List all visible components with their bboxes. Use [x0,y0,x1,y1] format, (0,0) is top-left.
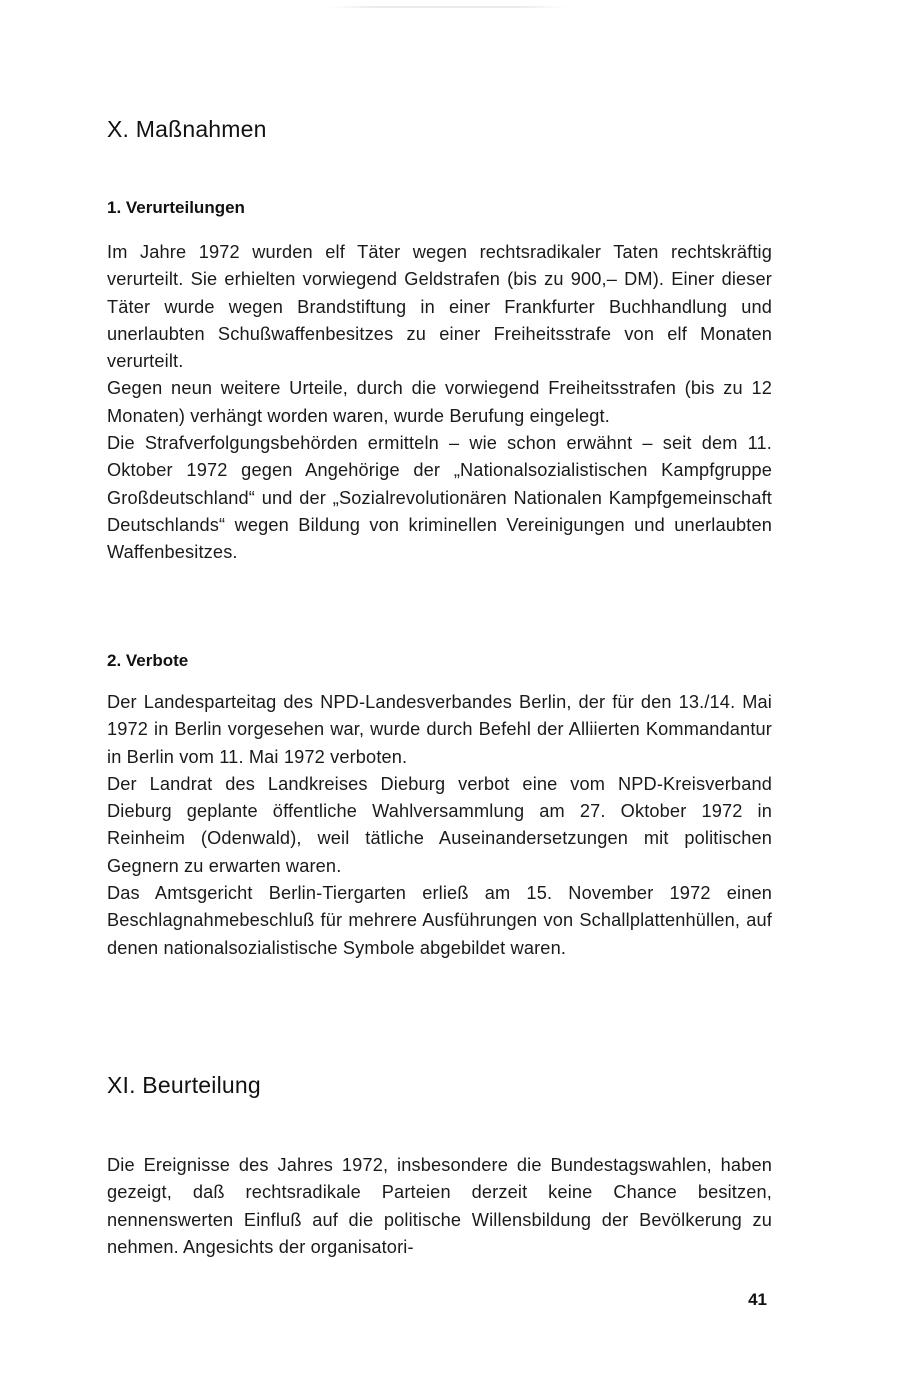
chapter-title-massnahmen: X. Maßnahmen [107,116,267,142]
paragraph: Die Strafverfolgungsbehörden ermitteln – wie schon erwähnt – seit dem 11. Oktober 1972 gegen Angehörige der „Nationalsozialistischen Kampfgruppe Großdeutschland“ und der „Sozialrevolutionären Nationalen Kampfgemeinschaft Deutschlands“ wegen Bildung von kriminellen Vereinigungen und unerlaubten Waffenbesitzes. [107,433,772,563]
paragraph: Im Jahre 1972 wurden elf Täter wegen rechtsradikaler Taten rechtskräftig verurteilt. Sie erhielten vorwiegend Geldstrafen (bis zu 900,– DM). Einer dieser Täter wurde wegen Brandstiftung in einer Frankfurter Buchhandlung und unerlaubten Schußwaffenbesitzes zu einer Freiheitsstrafe von elf Monaten verurteilt. [107,242,772,372]
chapter-body-beurteilung [107,1152,772,1261]
paragraph: Der Landrat des Landkreises Dieburg verbot eine vom NPD-Kreisverband Dieburg geplante öffentliche Wahlversammlung am 27. Oktober 1972 in Reinheim (Odenwald), weil tätliche Auseinandersetzungen mit politischen Gegnern zu erwarten waren. [107,773,772,876]
section-body-verurteilungen [107,239,772,567]
page-number: 41 [748,1290,767,1309]
chapter-title-beurteilung: XI. Beurteilung [107,1072,261,1098]
section-body-verbote [107,689,772,962]
paragraph: Gegen neun weitere Urteile, durch die vorwiegend Freiheitsstrafen (bis zu 12 Monaten) verhängt worden waren, wurde Berufung eingelegt. [107,378,772,426]
scan-artifact [327,6,567,8]
paragraph: Die Ereignisse des Jahres 1972, insbesondere die Bundestagswahlen, haben gezeigt, daß rechtsradikale Parteien derzeit keine Chance besitzen, nennenswerten Einfluß auf die politische Willensbildung der Bevölkerung zu nehmen. Angesichts der organisatori- [107,1155,772,1257]
paragraph: Das Amtsgericht Berlin-Tiergarten erließ am 15. November 1972 einen Beschlagnahmebeschluß für mehrere Ausführungen von Schallplattenhüllen, auf denen nationalsozialistische Symbole abgebildet waren. [107,883,772,958]
document-page [107,0,787,1377]
section-title-verurteilungen: 1. Verurteilungen [107,198,245,217]
paragraph: Der Landesparteitag des NPD-Landesverbandes Berlin, der für den 13./14. Mai 1972 in Berlin vorgesehen war, wurde durch Befehl der Alliierten Kommandantur in Berlin vom 11. Mai 1972 verboten. [107,692,772,767]
section-title-verbote: 2. Verbote [107,651,189,670]
